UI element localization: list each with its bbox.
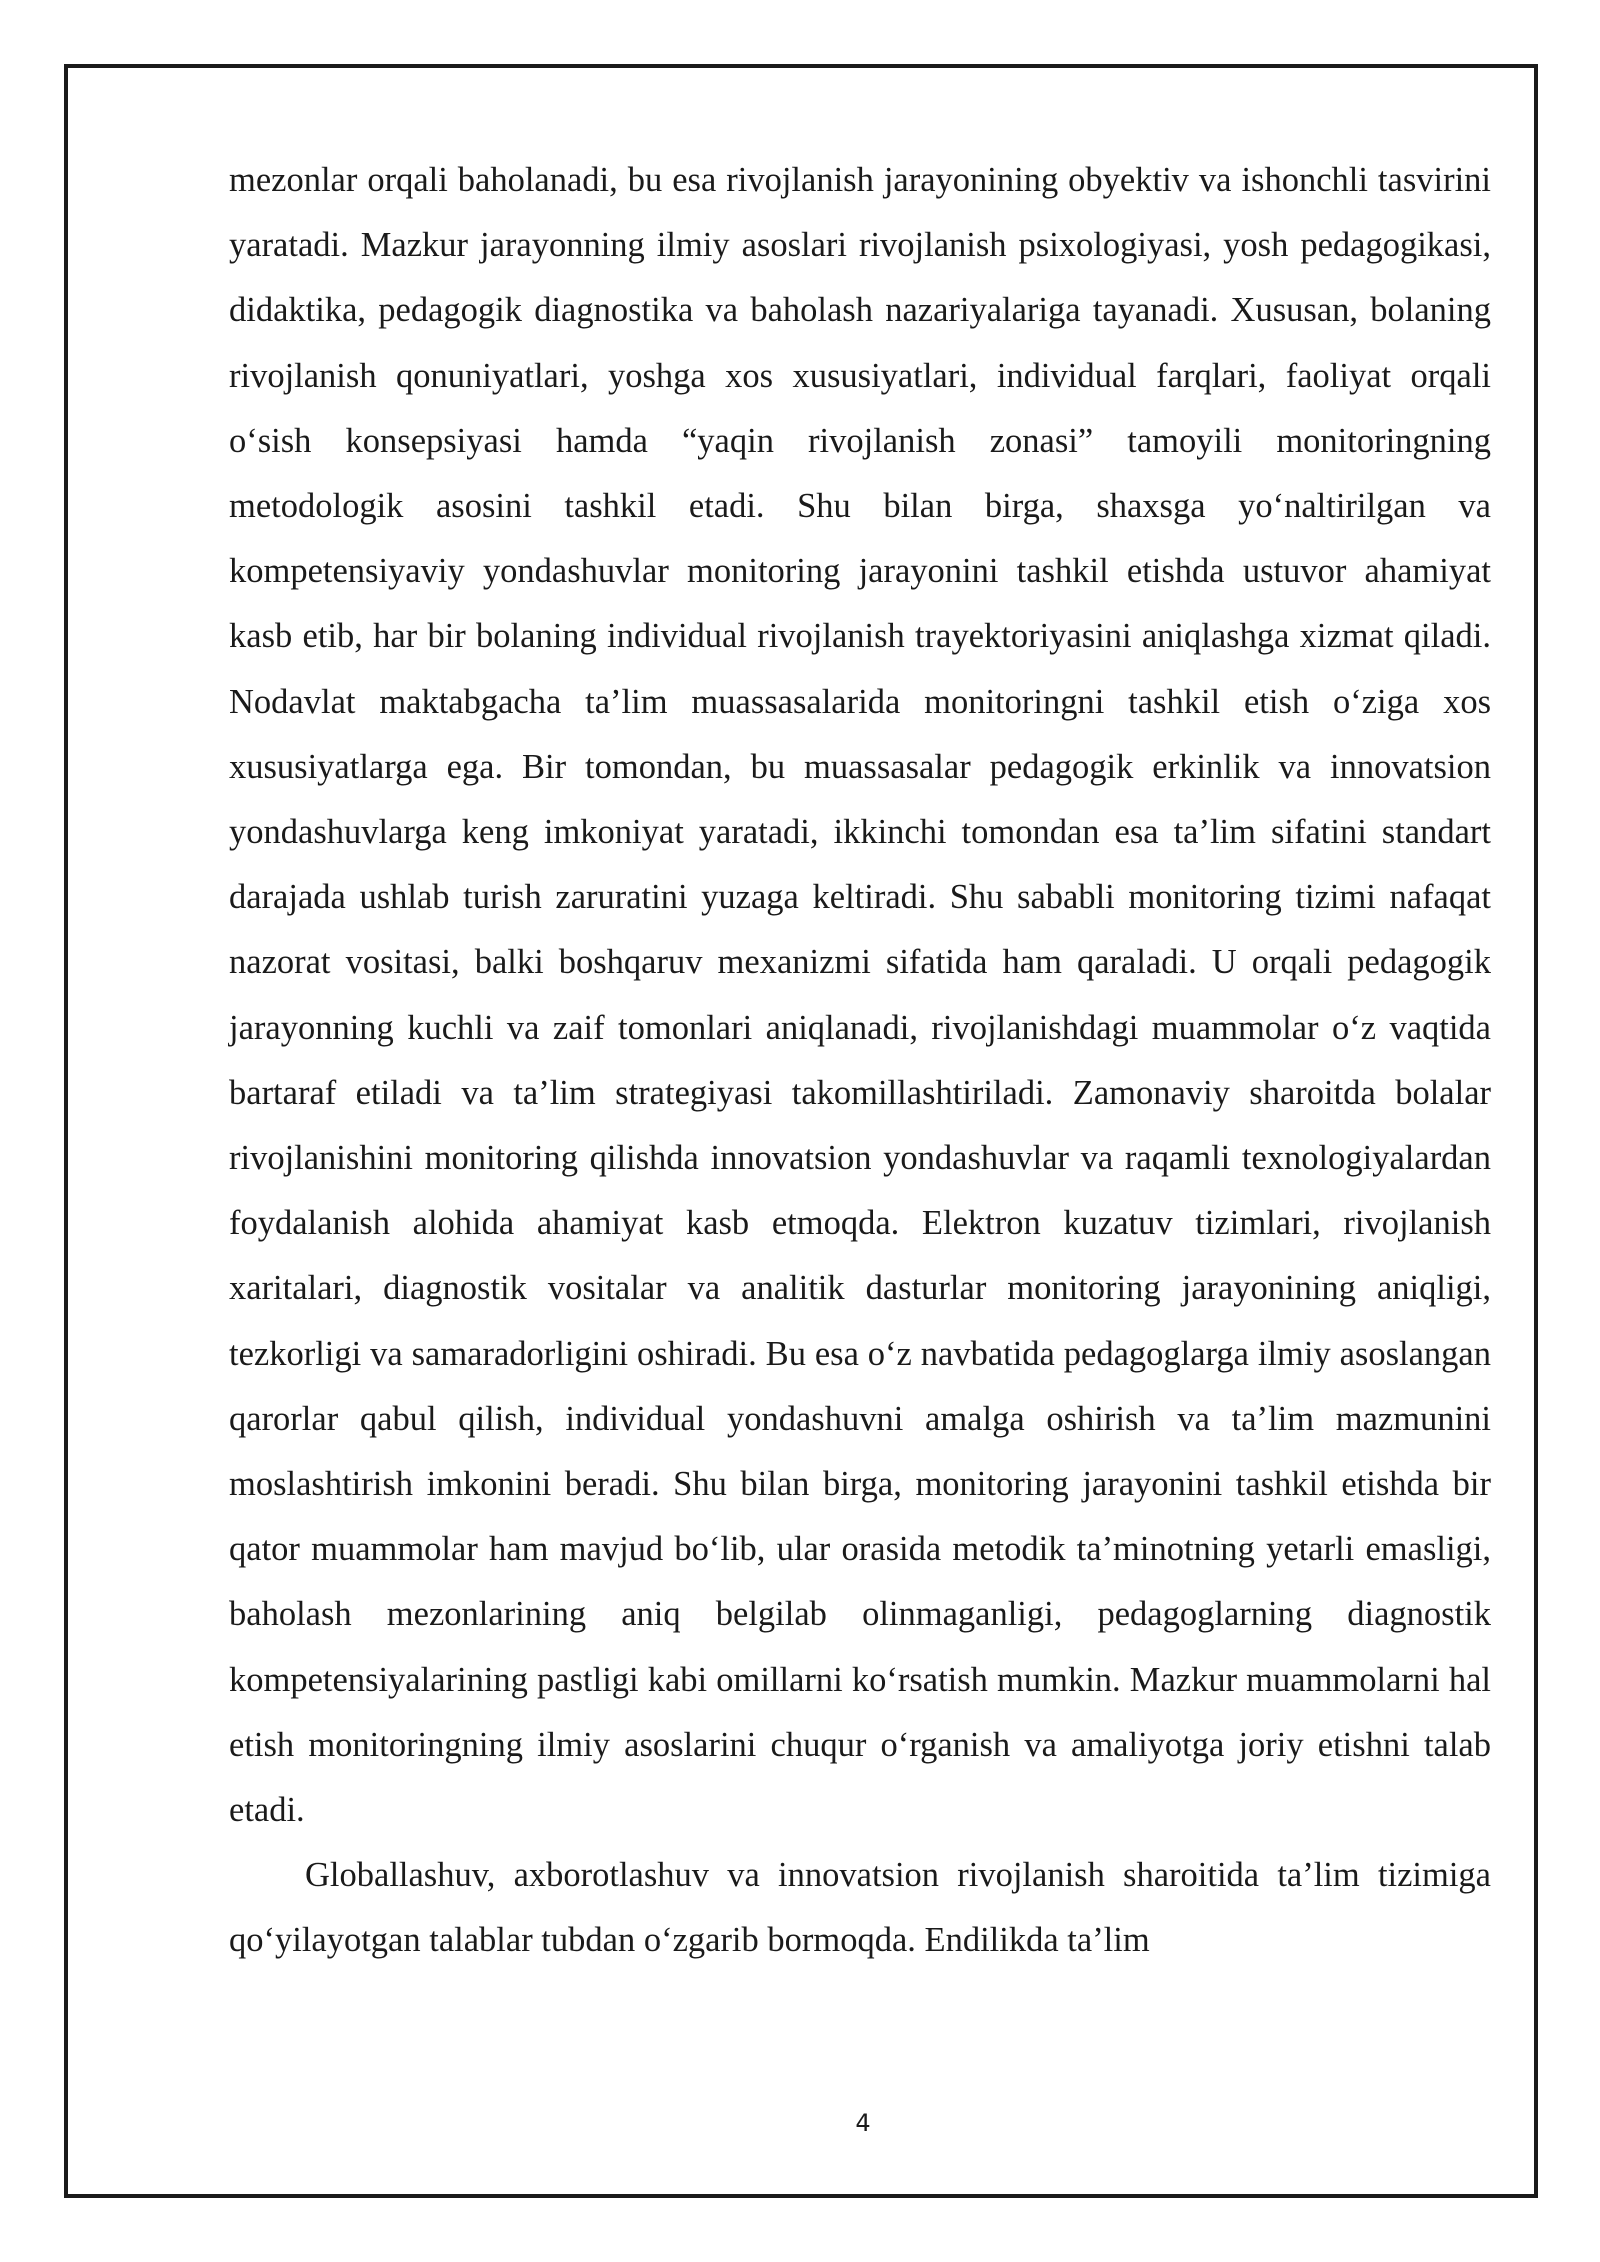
paragraph-globalization: Globallashuv, axborotlashuv va innovatsion rivojlanish sharoitida ta’lim tizimiga qo‘yilayotgan talablar tubdan o‘zgarib bormoqda. Endilikda ta’lim — [229, 1856, 1491, 1960]
document-body — [229, 148, 1491, 1974]
paragraph-continued: mezonlar orqali baholanadi, bu esa rivojlanish jarayonining obyektiv va ishonchli tasvirini yaratadi. Mazkur jarayonning ilmiy asoslari rivojlanish psixologiyasi, yosh pedagogikasi, didaktika, pedagogik diagnostika va baholash nazariyalariga tayanadi. Xususan, bolaning rivojlanish qonuniyatlari, yoshga xos xususiyatlari, individual farqlari, faoliyat orqali o‘sish konsepsiyasi hamda “yaqin rivojlanish zonasi” tamoyili monitoringning metodologik asosini tashkil etadi. Shu bilan birga, shaxsga yo‘naltirilgan va kompetensiyaviy yondashuvlar monitoring jarayonini tashkil etishda ustuvor ahamiyat kasb etib, har bir bolaning individual rivojlanish trayektoriyasini aniqlashga xizmat qiladi. Nodavlat maktabgacha ta’lim muassasalarida monitoringni tashkil etish o‘ziga xos xususiyatlarga ega. Bir tomondan, bu muassasalar pedagogik erkinlik va innovatsion yondashuvlarga keng imkoniyat yaratadi, ikkinchi tomondan esa ta’lim sifatini standart darajada ushlab turish zaruratini yuzaga keltiradi. Shu sababli monitoring tizimi nafaqat nazorat vositasi, balki boshqaruv mexanizmi sifatida ham qaraladi. U orqali pedagogik jarayonning kuchli va zaif tomonlari aniqlanadi, rivojlanishdagi muammolar o‘z vaqtida bartaraf etiladi va ta’lim strategiyasi takomillashtiriladi. Zamonaviy sharoitda bolalar rivojlanishini monitoring qilishda innovatsion yondashuvlar va raqamli texnologiyalardan foydalanish alohida ahamiyat kasb etmoqda. Elektron kuzatuv tizimlari, rivojlanish xaritalari, diagnostik vositalar va analitik dasturlar monitoring jarayonining aniqligi, tezkorligi va samaradorligini oshiradi. Bu esa o‘z navbatida pedagoglarga ilmiy asoslangan qarorlar qabul qilish, individual yondashuvni amalga oshirish va ta’lim mazmunini moslashtirish imkonini beradi. Shu bilan birga, monitoring jarayonini tashkil etishda bir qator muammolar ham mavjud bo‘lib, ular orasida metodik ta’minotning yetarli emasligi, baholash mezonlarining aniq belgilab olinmaganligi, pedagoglarning diagnostik kompetensiyalarining pastligi kabi omillarni ko‘rsatish mumkin. Mazkur muammolarni hal etish monitoringning ilmiy asoslarini chuqur o‘rganish va amaliyotga joriy etishni talab etadi. — [229, 161, 1491, 1830]
page-number: 4 — [855, 2109, 871, 2137]
